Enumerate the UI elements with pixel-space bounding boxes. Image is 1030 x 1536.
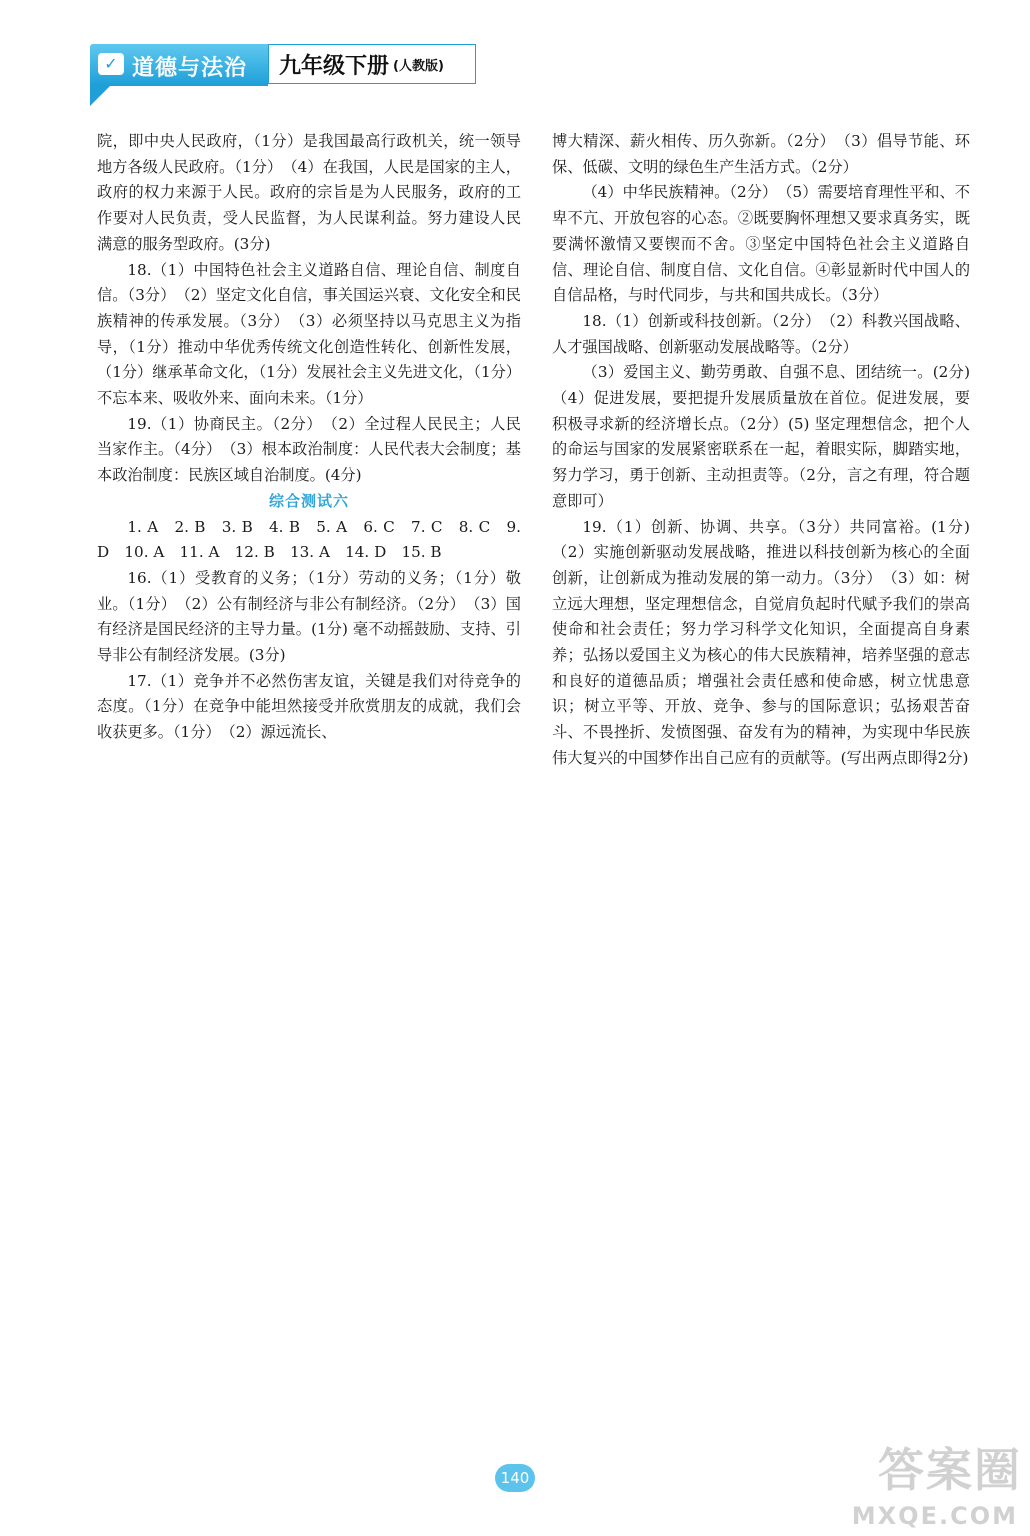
grade-title: 九年级下册: [279, 53, 390, 79]
page-number-badge: [495, 1464, 535, 1492]
grade-box: [268, 44, 476, 84]
answer-paragraph: 19.（1）创新、协调、共享。（3分）共同富裕。(1分) （2）实施创新驱动发展战略，推进以科技创新为核心的全面创新，让创新成为推动发展的第一动力。（3分） （3）如：树立远大理想，坚定理想信念，自觉肩负起时代赋予我们的崇高使命和社会责任；努力学习科学文化知识，全面提高自身素养；弘扬以爱国主义为核心的伟大民族精神，培养坚强的意志和良好的道德品质；增强社会责任感和使命感，树立忧患意识；树立平等、开放、竞争、参与的国际意识；弘扬艰苦奋斗、不畏挫折、发愤图强、奋发有为的精神，为实现中华民族伟大复兴的中国梦作出自己应有的贡献等。(写出两点即得2分): [552, 517, 986, 767]
answer-paragraph: 18.（1）创新或科技创新。（2分） （2）科教兴国战略、人才强国战略、创新驱动发展战略等。（2分）: [552, 311, 970, 356]
subject-tab: [90, 44, 268, 86]
page-number: 140: [500, 1469, 530, 1487]
answer-paragraph: （4）中华民族精神。（2分） （5）需要培育理性平和、不卑不亢、开放包容的心态。②既要胸怀理想又要求真务实，既要满怀激情又要锲而不舍。③坚定中国特色社会主义道路自信、理论自信、制度自信、文化自信。④彰显新时代中国人的自信品格，与时代同步，与共和国共成长。（3分）: [552, 183, 970, 305]
answer-paragraph: 16.（1）受教育的义务；（1分）劳动的义务；（1分）敬业。（1分） （2）公有制经济与非公有制经济。（2分） （3）国有经济是国民经济的主导力量。(1分) 毫不动摇鼓励、支持、引导非公有制经济发展。(3分): [97, 568, 521, 665]
right-column: [552, 129, 986, 772]
book-icon: ✓: [98, 53, 124, 75]
watermark-logo: [834, 1434, 1022, 1530]
answer-paragraph: （3）爱国主义、勤劳勇敢、自强不息、团结统一。(2分) （4）促进发展，要把提升发展质量放在首位。促进发展，要积极寻求新的经济增长点。（2分）(5) 坚定理想信念，把个人的命运与国家的发展紧密联系在一起，着眼实际，脚踏实地，努力学习，勇于创新、主动担责等。（2分，言之有理，符合题意即可）: [552, 363, 986, 510]
answer-paragraph: 17.（1）竞争并不必然伤害友谊，关键是我们对待竞争的态度。（1分）在竞争中能坦然接受并欣赏朋友的成就，我们会收获更多。（1分） （2）源远流长、: [97, 671, 521, 742]
section-title: 综合测试六: [268, 491, 349, 510]
answer-paragraph: 18.（1）中国特色社会主义道路自信、理论自信、制度自信。（3分） （2）坚定文化自信，事关国运兴衰、文化安全和民族精神的传承发展。（3分） （3）必须坚持以马克思主义为指导，（1分）推动中华优秀传统文化创造性转化、创新性发展，（1分）继承革命文化，（1分）发展社会主义先进文化，（1分）不忘本来、吸收外来、面向未来。（1分）: [97, 260, 521, 408]
answer-paragraph: 博大精深、薪火相传、历久弥新。（2分） （3）倡导节能、环保、低碳、文明的绿色生产生活方式。（2分）: [552, 132, 970, 176]
answer-paragraph: 19.（1）协商民主。（2分） （2）全过程人民民主；人民当家作主。（4分） （3）根本政治制度：人民代表大会制度；基本政治制度：民族区域自治制度。(4分): [97, 414, 521, 485]
answer-paragraph: 院，即中央人民政府，（1分）是我国最高行政机关，统一领导地方各级人民政府。（1分） （4）在我国，人民是国家的主人，政府的权力来源于人民。政府的宗旨是为人民服务，政府的工作要对人民负责，受人民监督，为人民谋利益。努力建设人民满意的服务型政府。(3分): [97, 132, 521, 253]
edition-label: (人教版): [393, 58, 444, 74]
header-banner: [90, 44, 478, 88]
subject-title: 道德与法治: [132, 56, 248, 81]
banner-tail-decoration: [90, 84, 112, 106]
watermark-url: MXQE.COM: [851, 1502, 1018, 1530]
left-column: [97, 129, 521, 746]
multiple-choice-answers: 1. A 2. B 3. B 4. B 5. A 6. C 7. C 8. C 9. D 10. A 11. A 12. B 13. A 14. D 15. B: [97, 517, 521, 562]
watermark-text: 答案圈: [878, 1443, 1022, 1497]
